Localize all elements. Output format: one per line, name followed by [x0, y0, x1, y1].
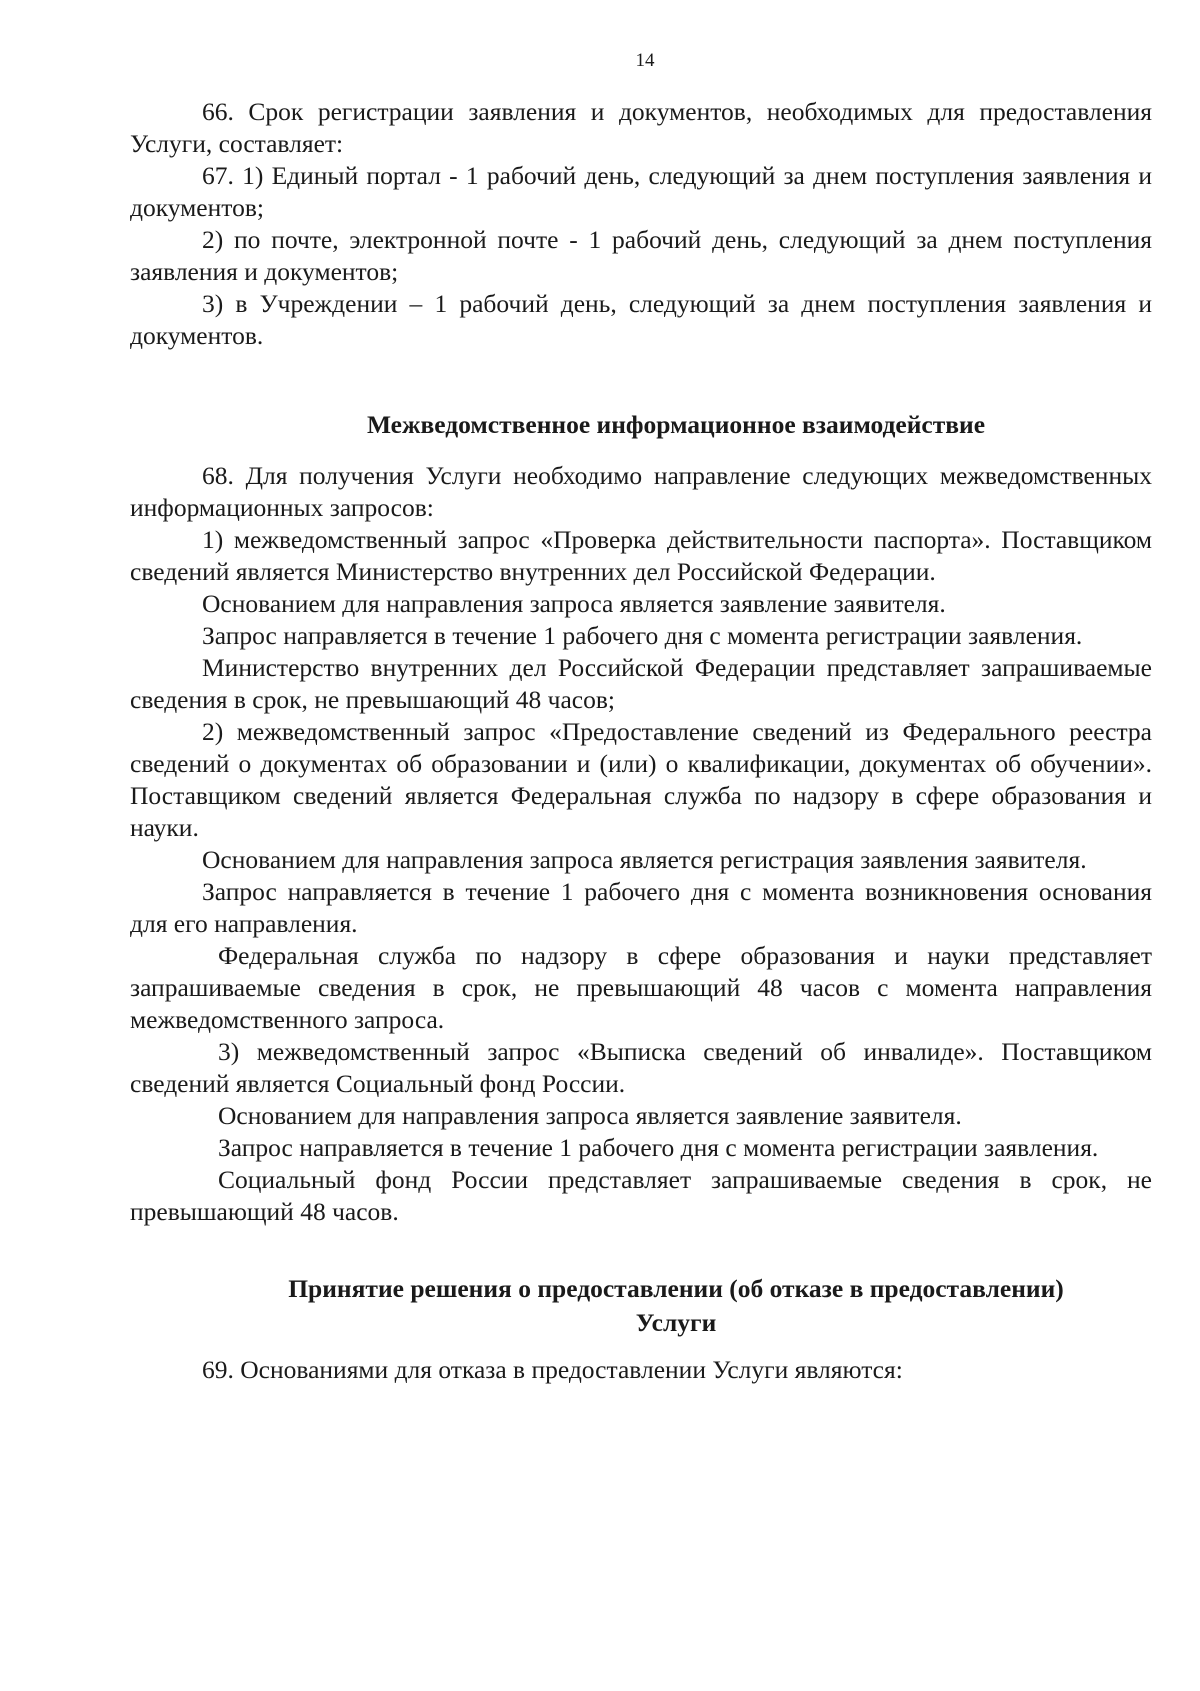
- paragraph-68-item-2: 2) межведомственный запрос «Предоставление сведений из Федерального реестра сведений о документах об образовании и (или) о квалификации, документах об обучении». Поставщиком сведений является Федеральная служба по надзору в сфере образования и науки.: [130, 717, 1152, 842]
- paragraph-68-item-2-basis: Основанием для направления запроса является регистрация заявления заявителя.: [202, 845, 1087, 874]
- paragraph-68-item-1-basis: Основанием для направления запроса является заявление заявителя.: [202, 589, 946, 618]
- paragraph-67-item-1: 67. 1) Единый портал - 1 рабочий день, следующий за днем поступления заявления и документов;: [130, 161, 1152, 222]
- paragraph-68-item-2-timing: Запрос направляется в течение 1 рабочего дня с момента возникновения основания для его направления.: [130, 877, 1152, 938]
- paragraph-68-item-1: 1) межведомственный запрос «Проверка действительности паспорта». Поставщиком сведений является Министерство внутренних дел Российской Федерации.: [130, 525, 1152, 586]
- paragraph-68: 68. Для получения Услуги необходимо направление следующих межведомственных информационных запросов:: [130, 461, 1152, 522]
- section-heading-decision-line-2: Услуги: [635, 1308, 717, 1337]
- paragraph-68-item-1-timing: Запрос направляется в течение 1 рабочего дня с момента регистрации заявления.: [202, 621, 1083, 650]
- paragraph-66: 66. Срок регистрации заявления и документов, необходимых для предоставления Услуги, составляет:: [130, 97, 1152, 158]
- section-heading-decision: [130, 1272, 1152, 1340]
- section-heading-interagency: Межведомственное информационное взаимодействие: [366, 410, 986, 439]
- document-body: [130, 96, 1152, 1386]
- paragraph-68-item-3-timing: Запрос направляется в течение 1 рабочего дня с момента регистрации заявления.: [218, 1133, 1099, 1162]
- section-heading-decision-line-1: Принятие решения о предоставлении (об отказе в предоставлении): [288, 1274, 1064, 1303]
- paragraph-68-item-3: 3) межведомственный запрос «Выписка сведений об инвалиде». Поставщиком сведений является Социальный фонд России.: [130, 1037, 1152, 1098]
- paragraph-67-item-3: 3) в Учреждении – 1 рабочий день, следующий за днем поступления заявления и документов.: [130, 289, 1152, 350]
- paragraph-67-item-2: 2) по почте, электронной почте - 1 рабочий день, следующий за днем поступления заявления и документов;: [130, 225, 1152, 286]
- paragraph-68-item-3-basis: Основанием для направления запроса является заявление заявителя.: [218, 1101, 962, 1130]
- paragraph-68-item-2-response: Федеральная служба по надзору в сфере образования и науки представляет запрашиваемые сведения в срок, не превышающий 48 часов с момента направления межведомственного запроса.: [130, 941, 1152, 1034]
- paragraph-68-item-3-response: Социальный фонд России представляет запрашиваемые сведения в срок, не превышающий 48 часов.: [130, 1165, 1152, 1226]
- paragraph-69: 69. Основаниями для отказа в предоставлении Услуги являются:: [202, 1355, 903, 1384]
- paragraph-68-item-1-response: Министерство внутренних дел Российской Федерации представляет запрашиваемые сведения в срок, не превышающий 48 часов;: [130, 653, 1152, 714]
- page-number: 14: [635, 50, 655, 71]
